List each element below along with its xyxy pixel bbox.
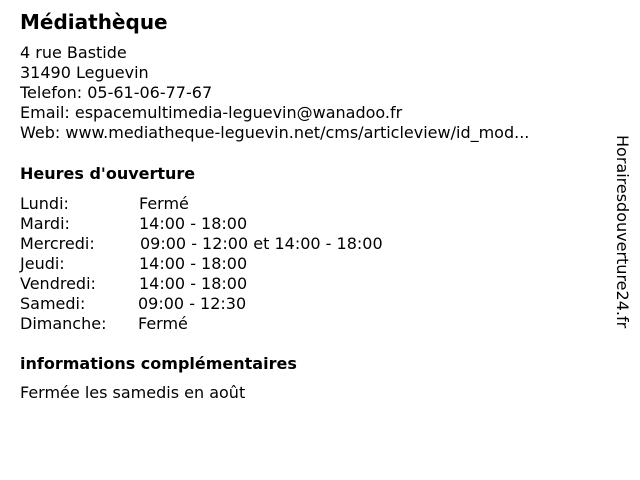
- time-value: 14:00 - 18:00: [139, 254, 248, 273]
- info-heading: informations complémentaires: [20, 354, 297, 373]
- day-label: Vendredi:: [20, 274, 96, 293]
- hours-heading: Heures d'ouverture: [20, 164, 196, 183]
- time-value: Fermé: [139, 194, 189, 213]
- time-value: 14:00 - 18:00: [139, 274, 248, 293]
- time-value: 09:00 - 12:00 et 14:00 - 18:00: [140, 234, 383, 253]
- watermark: [612, 135, 632, 375]
- phone-number: Telefon: 05-61-06-77-67: [20, 83, 213, 102]
- day-label: Dimanche:: [20, 314, 107, 333]
- email-address: Email: espacemultimedia-leguevin@wanadoo.fr: [20, 103, 403, 122]
- street-address: 4 rue Bastide: [20, 43, 127, 62]
- day-label: Mercredi:: [20, 234, 95, 253]
- day-label: Jeudi:: [20, 254, 65, 273]
- website-url: Web: www.mediatheque-leguevin.net/cms/articleview/id_mod...: [20, 123, 530, 142]
- watermark-text: Horairesdouverture24.fr: [613, 135, 632, 329]
- address-block: [20, 43, 529, 143]
- time-value: 09:00 - 12:30: [138, 294, 247, 313]
- city-postal: 31490 Leguevin: [20, 63, 149, 82]
- page-title: Médiathèque: [20, 10, 168, 34]
- time-value: 14:00 - 18:00: [139, 214, 248, 233]
- time-value: Fermé: [138, 314, 188, 333]
- day-label: Samedi:: [20, 294, 86, 313]
- day-label: Mardi:: [20, 214, 70, 233]
- day-label: Lundi:: [20, 194, 69, 213]
- info-note: Fermée les samedis en août: [20, 383, 246, 402]
